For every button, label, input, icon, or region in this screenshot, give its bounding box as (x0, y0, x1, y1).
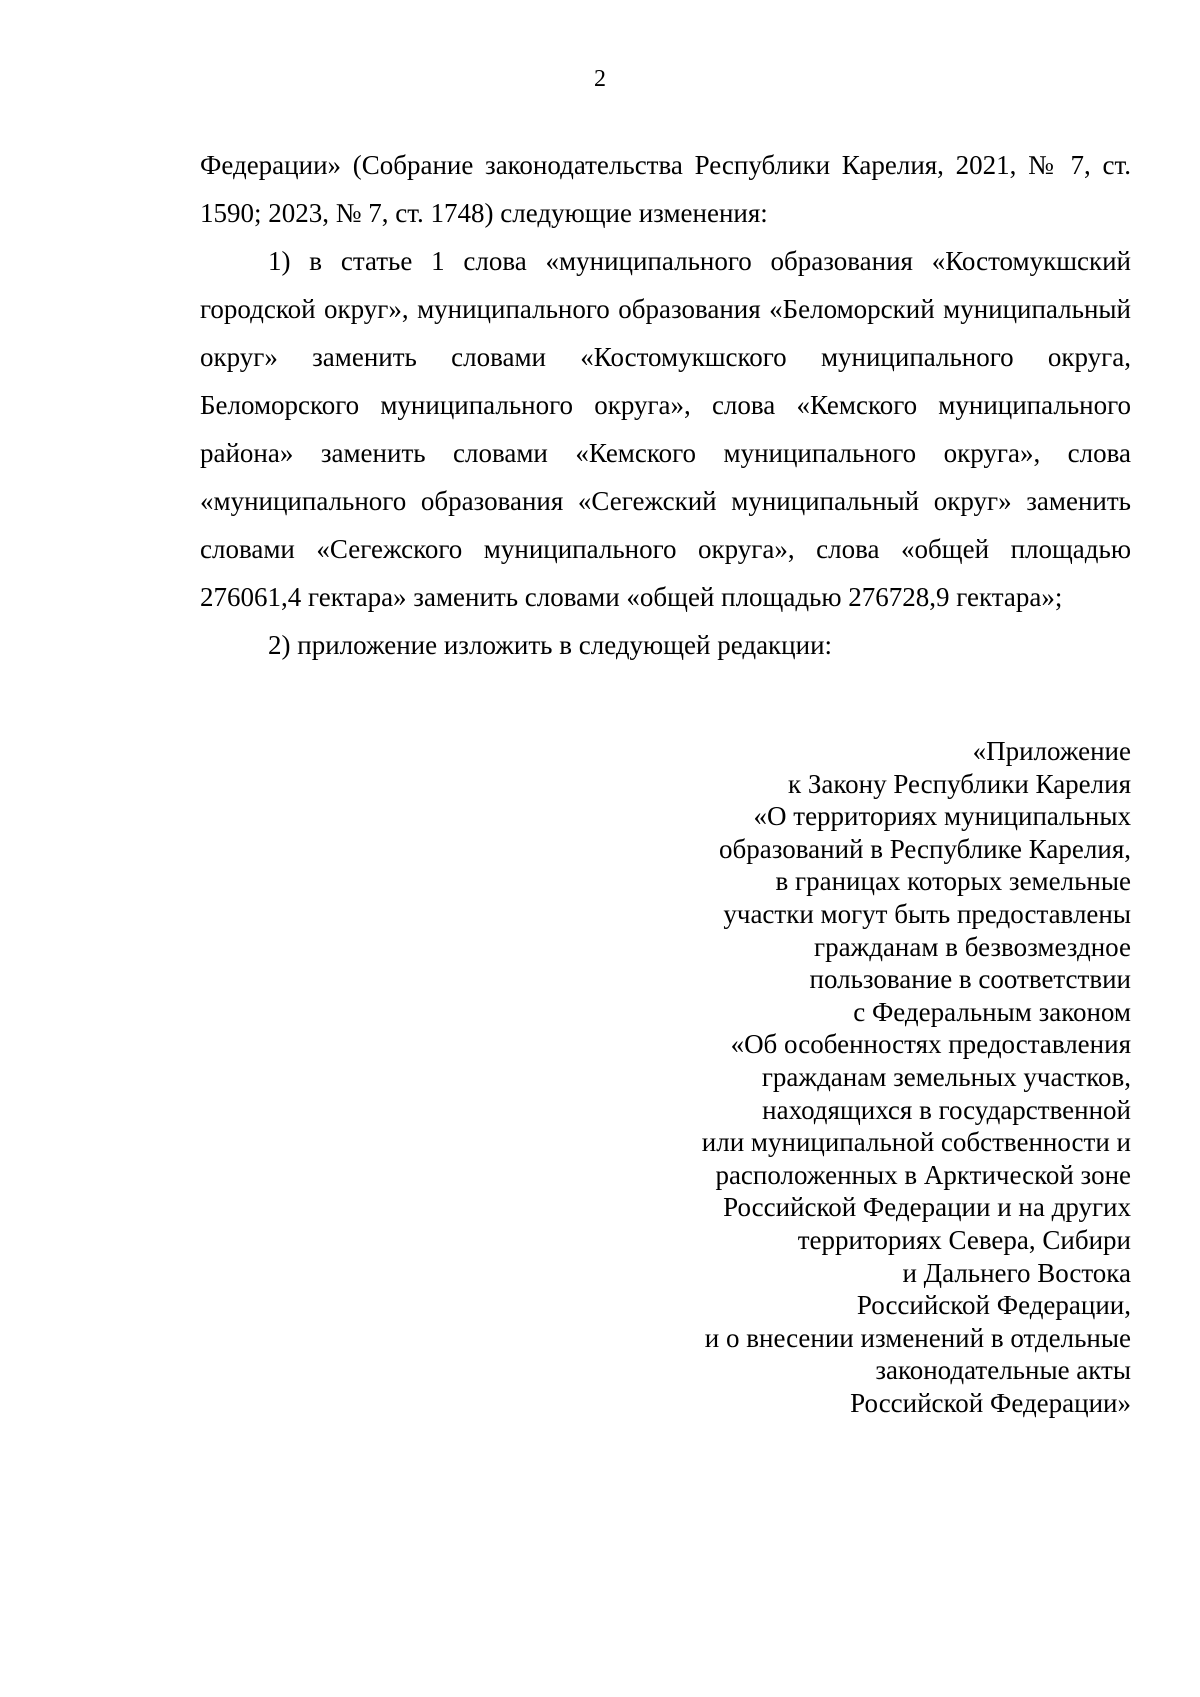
annex-header (571, 735, 1131, 1419)
annex-header-line: «О территориях муниципальных (753, 801, 1131, 832)
annex-header-line: с Федеральным законом (853, 996, 1131, 1027)
annex-header-line: Российской Федерации» (850, 1387, 1131, 1418)
annex-header-line: законодательные акты (875, 1355, 1131, 1386)
page-number: 2 (594, 66, 606, 92)
annex-header-line: гражданам земельных участков, (761, 1061, 1131, 1092)
annex-header-line: образований в Республике Карелия, (719, 833, 1131, 864)
paragraph-item-2: 2) приложение изложить в следующей редакции: (268, 630, 833, 660)
paragraph-continuation: Федерации» (Собрание законодательства Республики Карелия, 2021, № 7, ст. 1590; 2023, № 7, ст. 1748) следующие изменения: (200, 150, 1131, 228)
annex-header-line: участки могут быть предоставлены (723, 898, 1131, 929)
annex-header-line: Российской Федерации, (856, 1290, 1131, 1321)
annex-header-line: гражданам в безвозмездное (814, 931, 1131, 962)
paragraph-item-1: 1) в статье 1 слова «муниципального образования «Костомукшский городской округ», муниципального образования «Беломорский муниципальный округ» заменить словами «Костомукшского муниципального округа, Беломорского муниципального округа», слова «Кемского муниципального района» заменить словами «Кемского муниципального округа», слова «муниципального образования «Сегежский муниципальный округ» заменить словами «Сегежского муниципального округа», слова «общей площадью 276061,4 гектара» заменить словами «общей площадью 276728,9 гектара»; (200, 246, 1131, 612)
annex-header-line: расположенных в Арктической зоне (715, 1159, 1131, 1190)
annex-header-line: и о внесении изменений в отдельные (704, 1322, 1131, 1353)
annex-header-line: и Дальнего Востока (902, 1257, 1131, 1288)
annex-header-line: к Закону Республики Карелия (788, 768, 1131, 799)
annex-header-line: в границах которых земельные (775, 866, 1131, 897)
annex-header-line: территориях Севера, Сибири (797, 1224, 1131, 1255)
annex-header-line: находящихся в государственной (762, 1094, 1131, 1125)
annex-header-line: «Об особенностях предоставления (730, 1029, 1131, 1060)
annex-header-line: пользование в соответствии (809, 964, 1131, 995)
annex-header-line: «Приложение (972, 736, 1131, 766)
annex-header-line: Российской Федерации и на других (723, 1192, 1131, 1223)
annex-header-line: или муниципальной собственности и (701, 1127, 1131, 1158)
document-body (200, 141, 1131, 669)
